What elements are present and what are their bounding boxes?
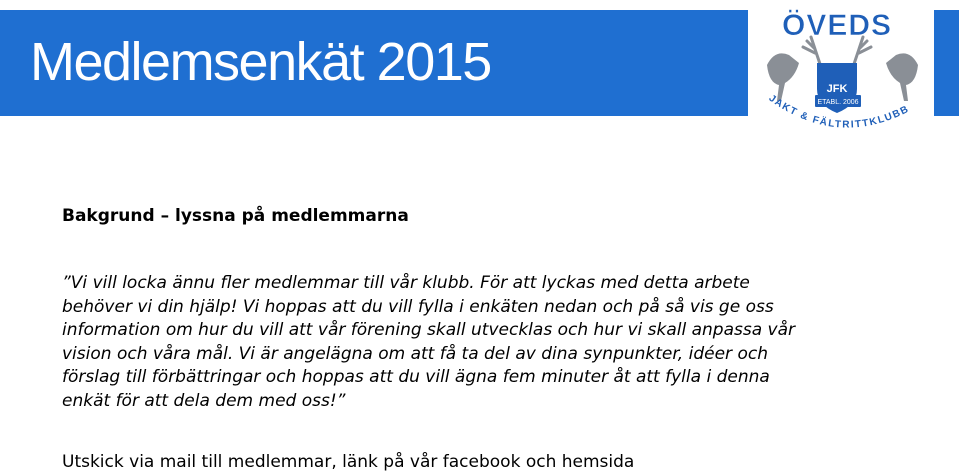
page-title: Medlemsenkät 2015 xyxy=(30,32,491,92)
quote-paragraph xyxy=(62,272,902,413)
club-logo xyxy=(755,5,930,140)
logo-initials: JFK xyxy=(826,83,848,95)
title-banner xyxy=(0,10,748,116)
banner-accent-strip xyxy=(934,10,959,116)
quote-line: förslag till förbättringar och hoppas att du vill ägna fem minuter åt att fylla i denna xyxy=(62,367,770,387)
quote-line: behöver vi din hjälp! Vi hoppas att du vill fylla i enkäten nedan och på så vis ge oss xyxy=(62,296,774,317)
quote-line: ”Vi vill locka ännu fler medlemmar till vår klubb. För att lyckas med detta arbete xyxy=(62,273,750,293)
quote-line: enkät för att dela dem med oss!” xyxy=(62,390,346,411)
logo-club-text: JAKT & FÄLTRITTKLUBB xyxy=(766,92,912,131)
section-heading: Bakgrund – lyssna på medlemmarna xyxy=(62,206,409,226)
logo-name: ÖVEDS xyxy=(781,9,893,42)
quote-line: vision och våra mål. Vi är angelägna om att få ta del av dina synpunkter, idéer och xyxy=(62,343,768,364)
distribution-note: Utskick via mail till medlemmar, länk på vår facebook och hemsida xyxy=(62,452,635,472)
logo-established: ETABL. 2006 xyxy=(817,99,859,106)
quote-line: information om hur du vill att vår förening skall utvecklas och hur vi skall anpassa vår xyxy=(62,320,796,340)
